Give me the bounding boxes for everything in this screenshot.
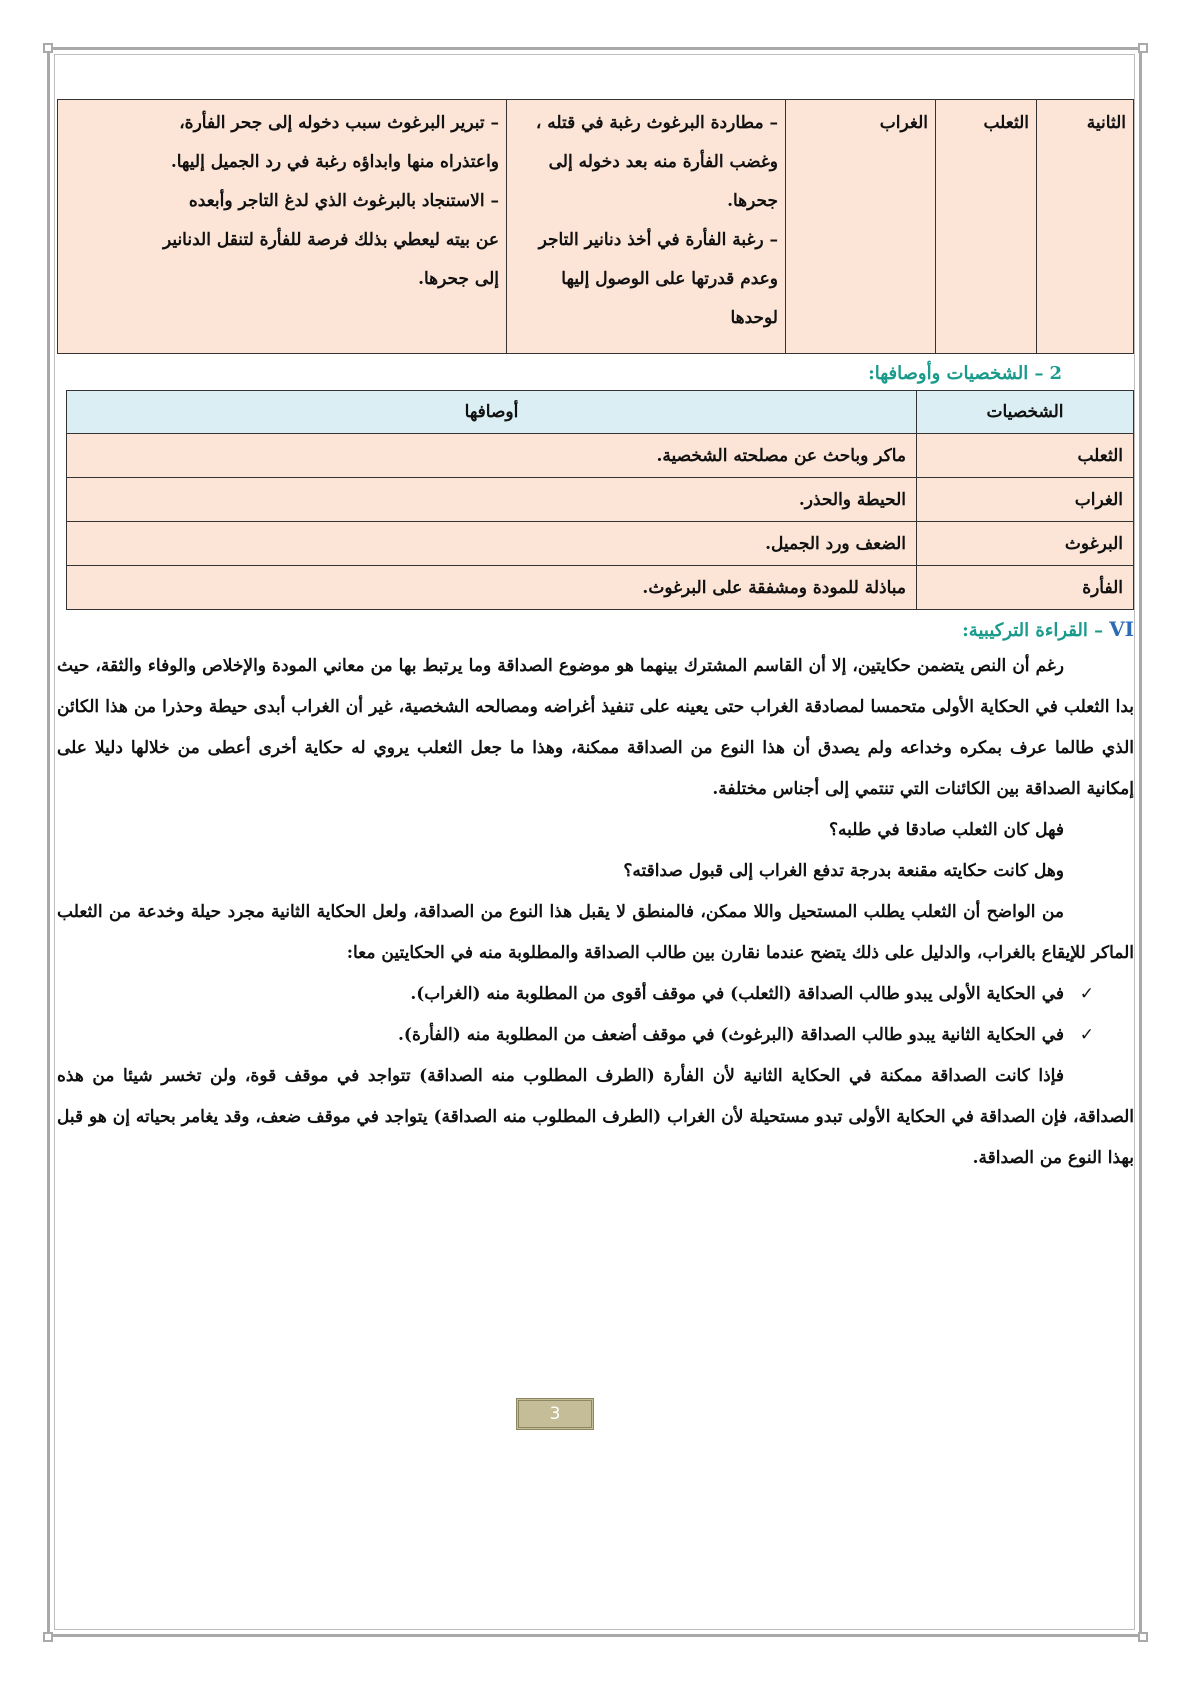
motive-line: – رغبة الفأرة في أخذ دنانير التاجر <box>538 230 778 250</box>
character-description: الضعف ورد الجميل. <box>67 522 917 566</box>
corner-ornament <box>1138 1632 1148 1642</box>
section-number: VI <box>1109 617 1134 641</box>
motive-line: جحرها. <box>727 191 778 211</box>
section-heading-synthetic-reading <box>57 614 1134 646</box>
table-row <box>67 478 1134 522</box>
table-cell-story: الثانية <box>1037 100 1134 354</box>
page-content <box>57 99 1134 1179</box>
means-line: إلى جحرها. <box>418 269 499 289</box>
check-item <box>57 974 1094 1015</box>
means-line: واعتذراه منها وابداؤه رغبة في رد الجميل إليها. <box>170 152 499 172</box>
corner-ornament <box>1138 43 1148 53</box>
table-row <box>58 100 1134 354</box>
check-item-text: في الحكاية الأولى يبدو طالب الصداقة (الثعلب) في موقف أقوى من المطلوبة منه (الغراب). <box>410 984 1064 1004</box>
motive-line: وعدم قدرتها على الوصول إليها <box>561 269 778 289</box>
paragraph: رغم أن النص يتضمن حكايتين، إلا أن القاسم المشترك بينهما هو موضوع الصداقة وما يرتبط بها من معاني المودة والإخلاص والوفاء والثقة، حيث بدا الثعلب في الحكاية الأولى متحمسا لمصادقة الغراب حتى يعينه على تنفيذ أغراضه ومصالحه الشخصية، غير أن الغراب أبدى حيطة وحذرا من هذا الكائن الذي طالما عرف بمكره وخداعه ولم يصدق أن هذا النوع من الصداقة ممكنة، وهذا ما جعل الثعلب يروي له حكاية أخرى أعطى من خلالها دليلا على إمكانية الصداقة بين الكائنات التي تنتمي إلى أجناس مختلفة. <box>57 656 1134 799</box>
character-name: الفأرة <box>917 566 1134 610</box>
corner-ornament <box>43 43 53 53</box>
column-header-descriptions: أوصافها <box>67 391 917 434</box>
question-line: وهل كانت حكايته مقنعة بدرجة تدفع الغراب إلى قبول صداقته؟ <box>623 861 1064 881</box>
paragraph: فإذا كانت الصداقة ممكنة في الحكاية الثانية لأن الفأرة (الطرف المطلوب منه الصداقة) تتواجد في موقف قوة، ولن تخسر شيئا من هذه الصداقة، فإن الصداقة في الحكاية الأولى تبدو مستحيلة لأن الغراب (الطرف المطلوب منه الصداقة) يتواجد في موقف ضعف، وقد يغامر بحياته إن هو قبل بهذا النوع من الصداقة. <box>57 1066 1134 1168</box>
table-cell-requested: الغراب <box>786 100 936 354</box>
table-header-row <box>67 391 1134 434</box>
check-mark-icon: ✓ <box>1079 984 1094 1004</box>
table-row <box>67 434 1134 478</box>
character-description: الحيطة والحذر. <box>67 478 917 522</box>
section-title: – الشخصيات وأوصافها: <box>868 363 1044 384</box>
means-line: – الاستنجاد بالبرغوث الذي لدغ التاجر وأبعده <box>188 191 499 211</box>
character-description: مباذلة للمودة ومشفقة على البرغوث. <box>67 566 917 610</box>
character-name: الثعلب <box>917 434 1134 478</box>
motive-line: وغضب الفأرة منه بعد دخوله إلى <box>548 152 778 172</box>
check-item <box>57 1015 1094 1056</box>
page-number-badge: 3 <box>516 1398 594 1430</box>
means-line: عن بيته ليعطي بذلك فرصة للفأرة لتنقل الدنانير <box>162 230 499 250</box>
character-name: الغراب <box>917 478 1134 522</box>
character-description: ماكر وباحث عن مصلحته الشخصية. <box>67 434 917 478</box>
corner-ornament <box>43 1632 53 1642</box>
table-cell-requester: الثعلب <box>936 100 1037 354</box>
table-cell-means <box>58 100 507 354</box>
character-name: البرغوث <box>917 522 1134 566</box>
section-number: 2 <box>1049 363 1062 384</box>
table-row <box>67 566 1134 610</box>
section-heading-characters <box>57 358 1062 390</box>
column-header-characters: الشخصيات <box>917 391 1134 434</box>
means-line: – تبرير البرغوث سبب دخوله إلى جحر الفأرة، <box>179 113 499 133</box>
check-item-text: في الحكاية الثانية يبدو طالب الصداقة (البرغوث) في موقف أضعف من المطلوبة منه (الفأرة). <box>398 1025 1064 1045</box>
motive-line: لوحدها <box>730 308 778 328</box>
table-cell-motives <box>507 100 786 354</box>
stories-comparison-table <box>57 99 1134 354</box>
table-row <box>67 522 1134 566</box>
motive-line: – مطاردة البرغوث رغبة في قتله ، <box>535 113 778 133</box>
section-title: – القراءة التركيبية: <box>962 620 1104 641</box>
question-line: فهل كان الثعلب صادقا في طلبه؟ <box>829 820 1064 840</box>
characters-table <box>66 390 1134 610</box>
check-mark-icon: ✓ <box>1079 1025 1094 1045</box>
paragraph: من الواضح أن الثعلب يطلب المستحيل واللا ممكن، فالمنطق لا يقبل هذا النوع من الصداقة، ولعل الحكاية الثانية مجرد حيلة وخدعة من الثعلب الماكر للإيقاع بالغراب، والدليل على ذلك يتضح عندما نقارن بين طالب الصداقة والمطلوبة منه في الحكايتين معا: <box>57 902 1134 963</box>
